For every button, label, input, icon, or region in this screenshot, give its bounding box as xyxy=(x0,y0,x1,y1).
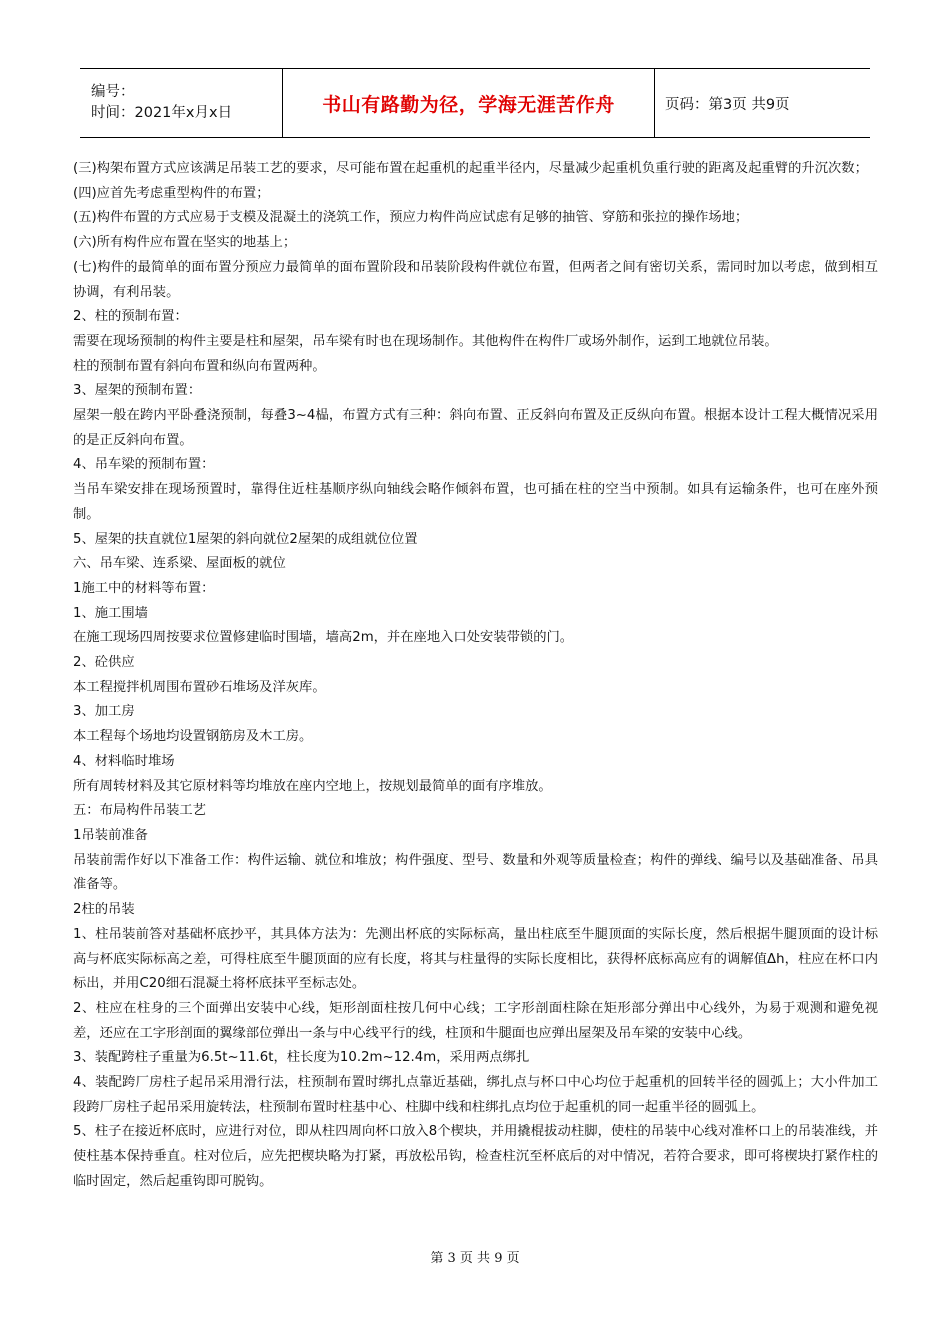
body-paragraph: 六、吊车梁、连系梁、屋面板的就位 xyxy=(73,556,286,572)
body-paragraph: 2柱的吊装 xyxy=(73,902,135,918)
document-number-label: 编号： xyxy=(91,84,135,100)
body-paragraph: 需要在现场预制的构件主要是柱和屋架，吊车梁有时也在现场制作。其他构件在构件厂或场外制作，运到工地就位吊装。 xyxy=(73,333,778,349)
body-paragraph: (四)应首先考虑重型构件的布置； xyxy=(73,185,270,201)
body-paragraph: (七)构件的最简单的面布置分预应力最简单的面布置阶段和吊装阶段构件就位布置，但两者之间有密切关系，需同时加以考虑，做到相互协调，有利吊装。 xyxy=(73,259,878,300)
body-paragraph: 1吊装前准备 xyxy=(73,827,148,843)
body-paragraph: 3、加工房 xyxy=(73,704,135,720)
body-paragraph: 2、柱应在柱身的三个面弹出安装中心线，矩形剖面柱按几何中心线；工字形剖面柱除在矩形部分弹出中心线外，为易于观测和避免视差，还应在工字形剖面的翼缘部位弹出一条与中心线平行的线，柱顶和牛腿面也应弹出屋架及吊车梁的安装中心线。 xyxy=(73,1000,878,1041)
page-footer: 第 3 页 共 9 页 xyxy=(430,1251,520,1266)
body-paragraph: 所有周转材料及其它原材料等均堆放在座内空地上，按规划最简单的面有序堆放。 xyxy=(73,778,552,794)
body-paragraph: 五：布局构件吊装工艺 xyxy=(73,803,206,819)
body-paragraph: 5、柱子在接近杯底时，应进行对位，即从柱四周向杯口放入8个楔块，并用撬棍拔动柱脚，使柱的吊装中心线对准杯口上的吊装准线，并使柱基本保持垂直。柱对位后，应先把楔块略为打紧，再放松吊钩，检查柱沉至杯底后的对中情况，若符合要求，即可将楔块打紧作柱的临时固定，然后起重钩即可脱钩。 xyxy=(73,1124,878,1189)
header-page-cell xyxy=(655,69,870,137)
body-paragraph: 3、屋架的预制布置： xyxy=(73,383,202,399)
body-paragraph: 1、柱吊装前答对基础杯底抄平，其具体方法为：先测出杯底的实际标高，量出柱底至牛腿顶面的实际长度，然后根据牛腿顶面的设计标高与杯底实际标高之差，可得柱底至牛腿顶面的应有长度，将其与柱量得的实际长度相比，获得杯底标高应有的调解值Δh，柱应在杯口内标出，并用C20细石混凝土将杯底抹平至标志处。 xyxy=(73,926,878,992)
body-paragraph: 2、砼供应 xyxy=(73,655,135,671)
body-paragraph: 3、装配跨柱子重量为6.5t~11.6t，柱长度为10.2m~12.4m，采用两点绑扎 xyxy=(73,1050,530,1066)
body-paragraph: 本工程搅拌机周围布置砂石堆场及洋灰库。 xyxy=(73,679,326,695)
body-paragraph: (五)构件布置的方式应易于支模及混凝土的浇筑工作，预应力构件尚应试虑有足够的抽管、穿筋和张拉的操作场地； xyxy=(73,210,749,226)
body-paragraph: 4、吊车梁的预制布置： xyxy=(73,457,215,473)
page-header xyxy=(80,68,870,138)
body-paragraph: 在施工现场四周按要求位置修建临时围墙，墙高2m，并在座地入口处安装带锁的门。 xyxy=(73,630,574,646)
body-paragraph: (三)构架布置方式应该满足吊装工艺的要求，尽可能布置在起重机的起重半径内，尽量减少起重机负重行驶的距离及起重臂的升沉次数； xyxy=(73,161,868,176)
document-body xyxy=(73,157,878,1195)
body-paragraph: 当吊车梁安排在现场预置时，靠得住近柱基顺序纵向轴线会略作倾斜布置，也可插在柱的空当中预制。如具有运输条件，也可在座外预制。 xyxy=(73,482,878,522)
header-motto-cell xyxy=(283,69,655,137)
body-paragraph: (六)所有构件应布置在坚实的地基上； xyxy=(73,235,297,251)
body-paragraph: 2、柱的预制布置： xyxy=(73,309,188,325)
body-paragraph: 4、材料临时堆场 xyxy=(73,753,175,769)
body-paragraph: 5、屋架的扶直就位1屋架的斜向就位2屋架的成组就位位置 xyxy=(73,531,418,547)
body-paragraph: 1、施工围墙 xyxy=(73,605,148,621)
header-info-cell xyxy=(80,69,283,137)
body-paragraph: 吊装前需作好以下准备工作：构件运输、就位和堆放；构件强度、型号、数量和外观等质量检查；构件的弹线、编号以及基础准备、吊具准备等。 xyxy=(73,852,878,893)
body-paragraph: 柱的预制布置有斜向布置和纵向布置两种。 xyxy=(73,358,326,374)
body-paragraph: 屋架一般在跨内平卧叠浇预制，每叠3~4榀，布置方式有三种：斜向布置、正反斜向布置及正反纵向布置。根据本设计工程大概情况采用的是正反斜向布置。 xyxy=(73,408,878,448)
body-paragraph: 1施工中的材料等布置： xyxy=(73,580,215,596)
body-paragraph: 4、装配跨厂房柱子起吊采用滑行法，柱预制布置时绑扎点靠近基础，绑扎点与杯口中心均位于起重机的回转半径的圆弧上；大小件加工段跨厂房柱子起吊采用旋转法，柱预制布置时柱基中心、柱脚中线和柱绑扎点均位于起重机的同一起重半径的圆弧上。 xyxy=(73,1075,878,1115)
motto-text: 书山有路勤为径，学海无涯苦作舟 xyxy=(322,93,615,116)
document-date-label: 时间：2021年x月x日 xyxy=(91,105,233,121)
header-page-number: 页码：第3页 共9页 xyxy=(665,96,790,113)
body-paragraph: 本工程每个场地均设置钢筋房及木工房。 xyxy=(73,729,313,745)
